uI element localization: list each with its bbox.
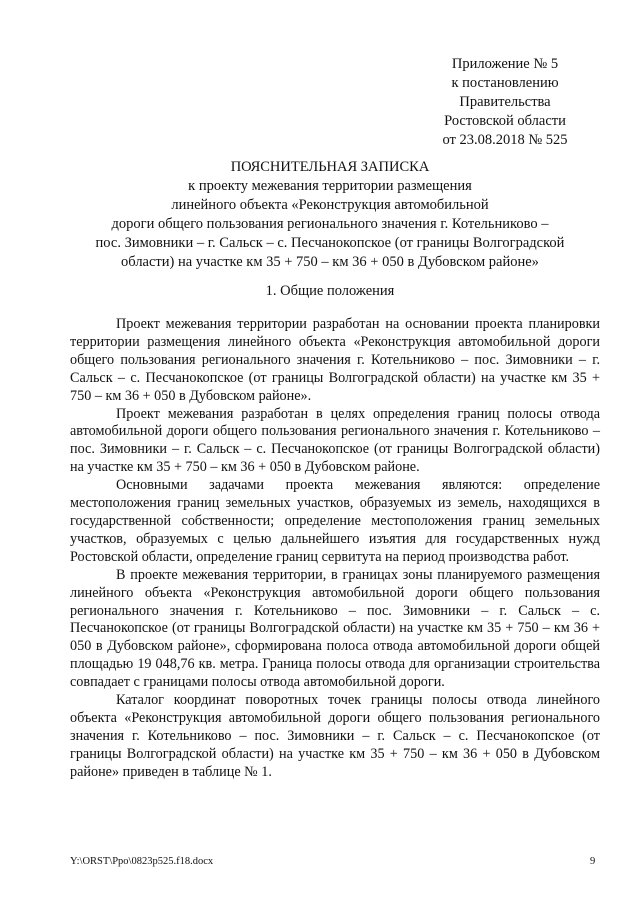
title-line-4: пос. Зимовники – г. Сальск – с. Песчанокопское (от границы Волгоградской [95, 235, 565, 251]
paragraph: В проекте межевания территории, в границах зоны планируемого размещения линейного объекта «Реконструкция автомобильной дороги общего пользования регионального значения г. Котельниково – пос. Зимовники – г. Сальск – с. Песчанокопское (от границы Волгоградской области) на участке км 35 + 750 – км 36 + 050 в Дубовском районе», сформирована полоса отвода автомобильной дороги общей площадью 19 048,76 кв. метра. Граница полосы отвода для организации строительства совпадает с границами полосы отвода автомобильной дороги. [70, 566, 600, 691]
annex-line-region: Ростовской области [444, 113, 566, 129]
paragraph: Каталог координат поворотных точек границы полосы отвода линейного объекта «Реконструкция автомобильной дороги общего пользования регионального значения г. Котельниково – пос. Зимовники – г. Сальск – с. Песчанокопское (от границы Волгоградской области) на участке км 35 + 750 – км 36 + 050 в Дубовском районе» приведен в таблице № 1. [70, 692, 600, 780]
annex-line-government: Правительства [459, 94, 551, 110]
annex-line-number: Приложение № 5 [451, 56, 559, 72]
annex-reference [410, 55, 600, 150]
paragraph: Основными задачами проекта межевания являются: определение местоположения границ земельных участков, образуемых из земель, находящихся в государственной собственности; определение местоположения границ земельных участков, образуемых с целью дальнейшего изъятия для государственных нужд Ростовской области, определение границ сервитута на период производства работ. [70, 477, 600, 565]
paragraph: Проект межевания территории разработан на основании проекта планировки территории размещения линейного объекта «Реконструкция автомобильной дороги общего пользования регионального значения г. Котельниково – пос. Зимовники – г. Сальск – с. Песчанокопское (от границы Волгоградской области) на участке км 35 + 750 – км 36 + 050 в Дубовском районе». [70, 316, 600, 404]
footer-file-path: Y:\ORST\Ppo\0823p525.f18.docx [70, 856, 214, 867]
document-body [70, 316, 600, 782]
title-line-3: дороги общего пользования регионального значения г. Котельниково – [111, 216, 549, 232]
annex-line-to-resolution: к постановлению [451, 75, 559, 91]
paragraph: Проект межевания разработан в целях определения границ полосы отвода автомобильной дороги общего пользования регионального значения г. Котельниково – пос. Зимовники – г. Сальск – с. Песчанокопское (от границы Волгоградской области) на участке км 35 + 750 – км 36 + 050 в Дубовском районе. [70, 405, 600, 476]
title-heading: ПОЯСНИТЕЛЬНАЯ ЗАПИСКА [230, 159, 430, 175]
title-line-5: области) на участке км 35 + 750 – км 36 + 050 в Дубовском районе» [121, 254, 539, 270]
annex-line-date: от 23.08.2018 № 525 [442, 132, 568, 148]
section-heading: 1. Общие положения [265, 283, 395, 299]
footer-page-number: 9 [590, 856, 596, 867]
title-line-2: линейного объекта «Реконструкция автомобильной [171, 197, 489, 213]
title-line-1: к проекту межевания территории размещения [188, 178, 472, 194]
document-title [40, 158, 620, 272]
